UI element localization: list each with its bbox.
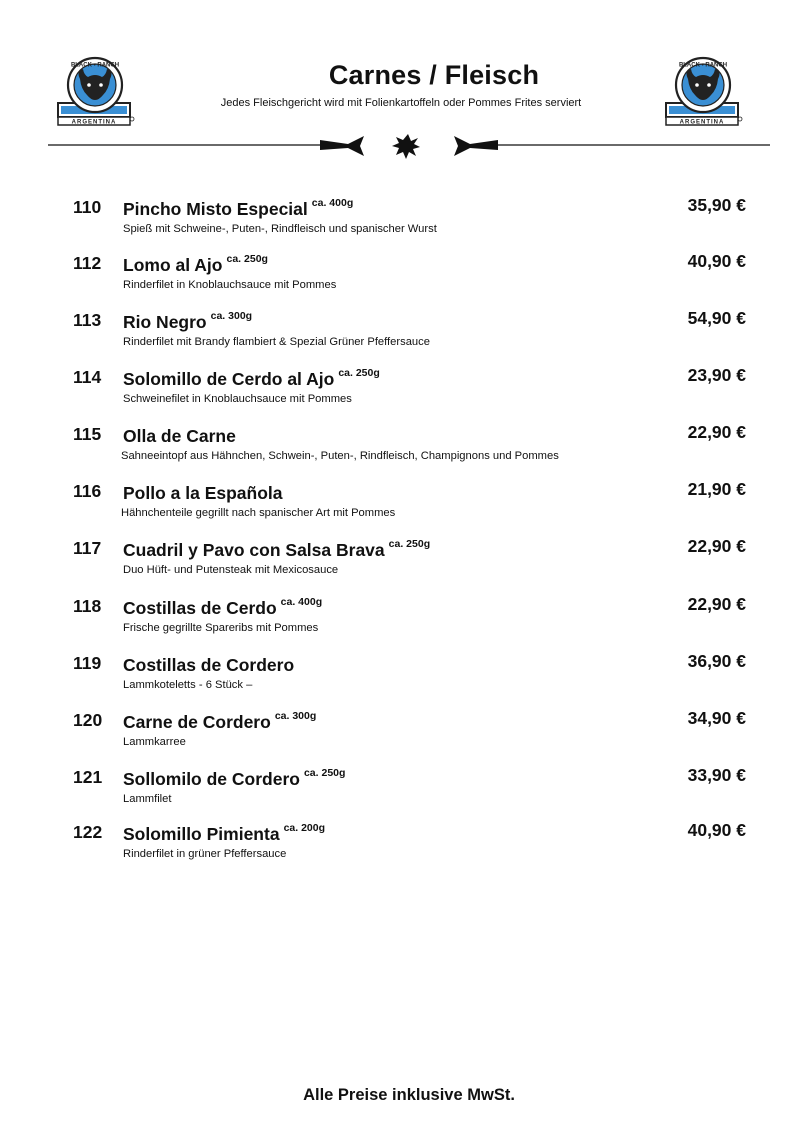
item-number: 117	[73, 538, 102, 558]
item-weight: ca. 250g	[303, 767, 346, 779]
menu-item	[0, 710, 793, 762]
item-weight: ca. 300g	[274, 710, 317, 722]
item-price: 35,90 €	[687, 195, 746, 215]
menu-item	[0, 767, 793, 819]
item-weight: ca. 250g	[388, 538, 431, 550]
menu-item	[0, 197, 793, 249]
item-description: Lammkarree	[123, 736, 186, 748]
page-subtitle: Jedes Fleischgericht wird mit Folienkartoffeln oder Pommes Frites serviert	[220, 97, 582, 109]
menu-item	[0, 424, 793, 476]
item-price: 40,90 €	[687, 820, 746, 840]
item-name: Pincho Misto Especial $^{ca. 400g}$	[123, 197, 354, 219]
item-price: 34,90 €	[687, 708, 746, 728]
item-price: 40,90 €	[687, 251, 746, 271]
item-price: 54,90 €	[687, 308, 746, 328]
item-weight: ca. 200g	[283, 822, 326, 834]
item-name: Solomillo de Cerdo al Ajo $^{ca. 250g}$	[123, 367, 380, 389]
item-price: 23,90 €	[687, 365, 746, 385]
item-name: Lomo al Ajo $^{ca. 250g}$	[123, 253, 268, 275]
item-description: Lammkoteletts - 6 Stück –	[123, 679, 253, 691]
menu-item	[0, 822, 793, 874]
ornamental-divider	[48, 128, 770, 164]
menu-item	[0, 481, 793, 533]
menu-item	[0, 253, 793, 305]
item-description: Spieß mit Schweine-, Puten-, Rindfleisch und spanischer Wurst	[123, 223, 437, 235]
item-weight: ca. 300g	[210, 310, 253, 322]
item-name: Sollomilo de Cordero $^{ca. 250g}$	[123, 767, 346, 789]
item-weight: ca. 250g	[226, 253, 268, 265]
item-name: Cuadril y Pavo con Salsa Brava $^{ca. 250g}$	[123, 538, 431, 560]
item-description: Rinderfilet in grüner Pfeffersauce	[123, 848, 287, 860]
item-number: 120	[73, 710, 103, 730]
menu-item	[0, 538, 793, 590]
item-weight: ca. 250g	[338, 367, 380, 379]
item-number: 118	[73, 596, 102, 616]
item-name: Costillas de Cordero	[123, 655, 295, 675]
item-price: 22,90 €	[687, 536, 746, 556]
svg-text:BLACK • RANCH: BLACK • RANCH	[678, 62, 728, 69]
svg-text:ARGENTINA: ARGENTINA	[71, 119, 117, 126]
item-name: Carne de Cordero $^{ca. 300g}$	[123, 710, 317, 732]
item-number: 119	[73, 653, 102, 673]
page-title: Carnes / Fleisch	[328, 60, 540, 90]
item-number: 114	[73, 367, 102, 387]
item-name: Pollo a la Española	[123, 483, 283, 503]
menu-item	[0, 596, 793, 648]
item-description: Lammfilet	[123, 793, 172, 805]
item-number: 116	[73, 481, 102, 501]
item-weight: ca. 400g	[311, 197, 354, 209]
item-name: Solomillo Pimienta $^{ca. 200g}$	[123, 822, 326, 844]
item-description: Rinderfilet mit Brandy flambiert & Spezial Grüner Pfeffersauce	[123, 336, 430, 348]
item-price: 22,90 €	[687, 594, 746, 614]
item-price: 33,90 €	[687, 765, 746, 785]
svg-text:ARGENTINA: ARGENTINA	[679, 119, 725, 126]
left-flourish-icon	[320, 136, 364, 156]
item-name: Rio Negro $^{ca. 300g}$	[123, 310, 253, 332]
item-description: Sahneeintopf aus Hähnchen, Schwein-, Puten-, Rindfleisch, Champignons und Pommes	[121, 450, 559, 462]
item-number: 122	[73, 822, 103, 842]
item-description: Schweinefilet in Knoblauchsauce mit Pommes	[123, 393, 352, 405]
menu-item	[0, 310, 793, 362]
item-price: 21,90 €	[687, 479, 746, 499]
item-number: 112	[73, 253, 102, 273]
item-description: Frische gegrillte Spareribs mit Pommes	[123, 622, 319, 634]
star-ornament-icon	[392, 134, 420, 159]
item-weight: ca. 400g	[280, 596, 323, 608]
item-number: 121	[73, 767, 103, 787]
right-flourish-icon	[454, 136, 498, 156]
item-description: Duo Hüft- und Putensteak mit Mexicosauce	[123, 564, 339, 576]
menu-item	[0, 367, 793, 419]
item-description: Rinderfilet in Knoblauchsauce mit Pommes	[123, 279, 337, 291]
item-number: 110	[73, 197, 102, 217]
vat-note: Alle Preise inklusive MwSt.	[303, 1086, 515, 1104]
item-number: 115	[73, 424, 102, 444]
item-price: 22,90 €	[687, 422, 746, 442]
item-name: Costillas de Cerdo $^{ca. 400g}$	[123, 596, 323, 618]
item-price: 36,90 €	[687, 651, 746, 671]
item-name: Olla de Carne	[123, 426, 236, 446]
item-description: Hähnchenteile gegrillt nach spanischer Art mit Pommes	[121, 507, 396, 519]
item-number: 113	[73, 310, 102, 330]
menu-item	[0, 653, 793, 705]
svg-text:BLACK • RANCH: BLACK • RANCH	[70, 62, 120, 69]
